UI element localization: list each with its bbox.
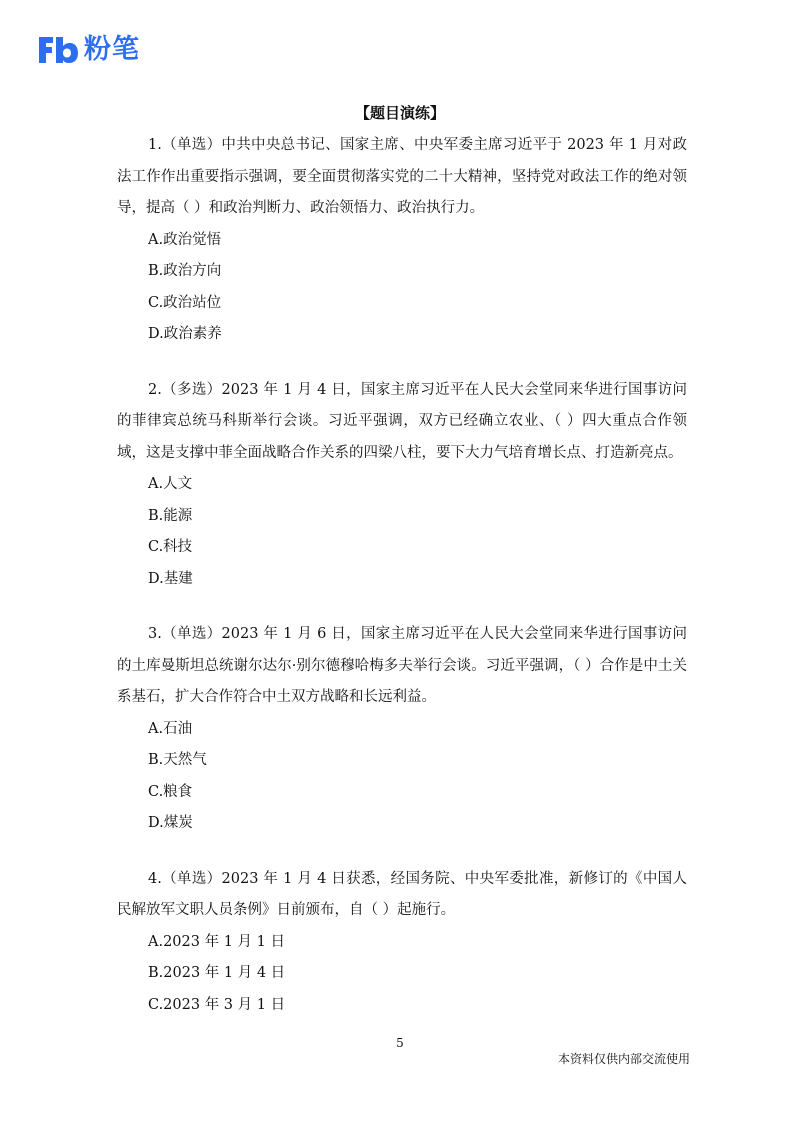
question-stem: 4.（单选）2023 年 1 月 4 日获悉，经国务院、中央军委批准，新修订的《中国人民解放军文职人员条例》日前颁布，自（ ）起施行。 — [117, 870, 687, 918]
option-d: D.基建 — [148, 570, 193, 587]
footer-note: 本资料仅供内部交流使用 — [557, 1052, 690, 1066]
question-list — [117, 130, 687, 1045]
logo-text: 粉笔 — [84, 34, 140, 65]
option-a: A.政治觉悟 — [148, 231, 222, 248]
option-a: A.人文 — [148, 476, 193, 492]
brand-logo — [36, 33, 140, 67]
question-4 — [117, 864, 687, 1022]
option-d: D.煤炭 — [148, 815, 193, 831]
question-stem: 1.（单选）中共中央总书记、国家主席、中央军委主席习近平于 2023 年 1 月对政法工作作出重要指示强调，要全面贯彻落实党的二十大精神，坚持党对政法工作的绝对领导，提高（ ）和政治判断力、政治领悟力、政治执行力。 — [117, 137, 687, 216]
question-stem: 2.（多选）2023 年 1 月 4 日，国家主席习近平在人民大会堂同来华进行国事访问的菲律宾总统马科斯举行会谈。习近平强调，双方已经确立农业、（ ）四大重点合作领域，这是支撑中菲全面战略合作关系的四梁八柱，要下大力气培育增长点、打造新亮点。 — [117, 381, 687, 461]
page-number: 5 — [396, 1036, 404, 1050]
question-1 — [117, 130, 687, 351]
option-b: B.天然气 — [148, 752, 207, 768]
question-3 — [117, 619, 687, 840]
option-c: C.科技 — [148, 539, 193, 555]
option-c: C.2023 年 3 月 1 日 — [148, 996, 286, 1013]
option-c: C.粮食 — [148, 783, 193, 800]
fenbi-logo-icon — [36, 33, 80, 67]
option-b: B.政治方向 — [148, 263, 222, 279]
option-b: B.2023 年 1 月 4 日 — [148, 965, 286, 981]
question-stem: 3.（单选）2023 年 1 月 6 日，国家主席习近平在人民大会堂同来华进行国事访问的土库曼斯坦总统谢尔达尔·别尔德穆哈梅多夫举行会谈。习近平强调，（ ）合作是中土关系基石，扩大合作符合中土双方战略和长远利益。 — [117, 626, 687, 705]
section-title: 【题目演练】 — [354, 104, 445, 122]
question-2 — [117, 375, 687, 596]
option-d: D.政治素养 — [148, 326, 222, 342]
option-b: B.能源 — [148, 507, 193, 524]
option-a: A.石油 — [148, 720, 193, 737]
option-a: A.2023 年 1 月 1 日 — [148, 933, 285, 950]
option-c: C.政治站位 — [148, 294, 222, 311]
